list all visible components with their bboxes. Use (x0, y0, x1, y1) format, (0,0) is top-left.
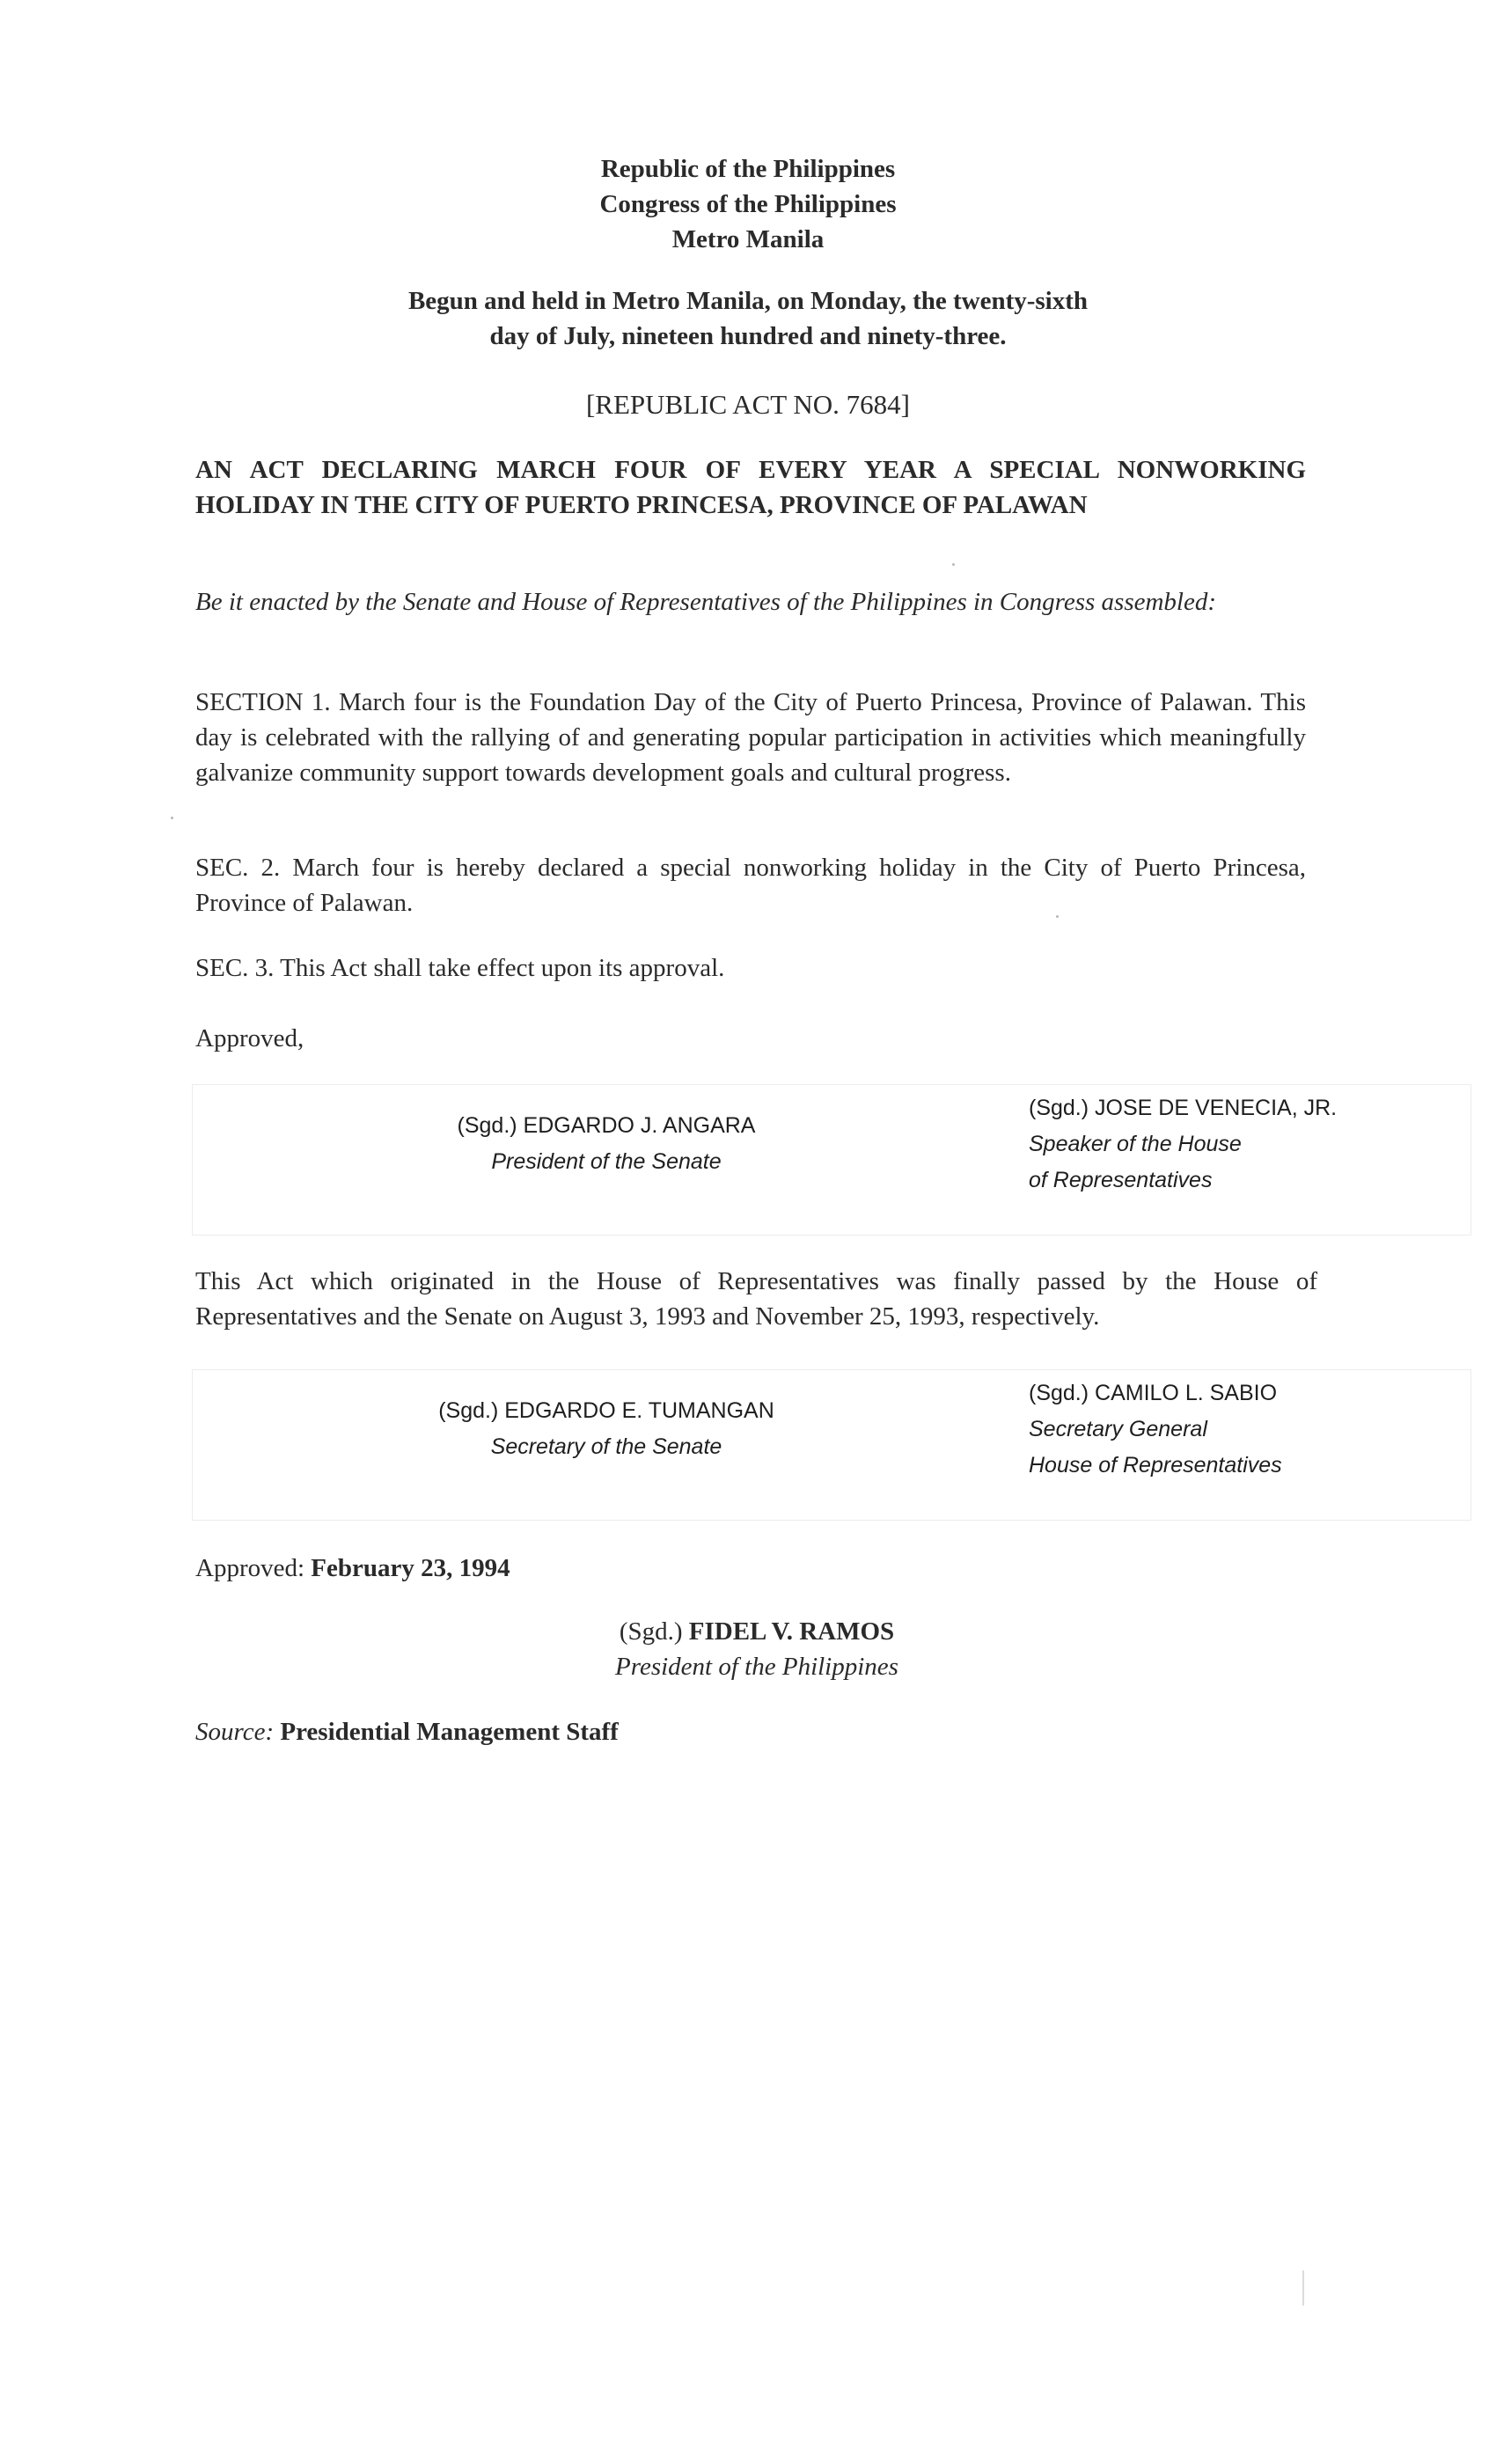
signatory-role: Speaker of the House (1029, 1132, 1242, 1156)
signatory-house-speaker (1029, 1090, 1434, 1199)
signatory-name: (Sgd.) EDGARDO J. ANGARA (457, 1113, 756, 1138)
republic-act-number: [REPUBLIC ACT NO. 7684] (585, 389, 910, 420)
signature-block-secretaries (192, 1369, 1471, 1521)
section-3: SEC. 3. This Act shall take effect upon its approval. (195, 954, 725, 982)
header-congress: Congress of the Philippines (599, 190, 897, 218)
enacting-clause: Be it enacted by the Senate and House of Representatives of the Philippines in Congress assembled: (195, 588, 1217, 616)
signatory-name: (Sgd.) CAMILO L. SABIO (1029, 1381, 1278, 1405)
president-name: FIDEL V. RAMOS (688, 1617, 895, 1646)
signatory-role: Secretary of the Senate (490, 1434, 722, 1459)
section-2: SEC. 2. March four is hereby declared a special nonworking holiday in the City of Puerto Princesa, Province of Palawan. (195, 854, 1306, 917)
signature-block-presiding-officers (192, 1084, 1471, 1236)
session-line-1: Begun and held in Metro Manila, on Monday, the twenty-sixth (407, 287, 1089, 315)
act-title: AN ACT DECLARING MARCH FOUR OF EVERY YEAR A SPECIAL NONWORKING HOLIDAY IN THE CITY OF PUERTO PRINCESA, PROVINCE OF PALAWAN (195, 456, 1306, 519)
scan-artifact-line (1302, 2270, 1304, 2306)
signatory-senate-secretary (404, 1393, 809, 1465)
header-location: Metro Manila (671, 225, 825, 253)
signatory-name: (Sgd.) JOSE DE VENECIA, JR. (1029, 1096, 1338, 1120)
passage-statement: This Act which originated in the House of Representatives was finally passed by the House of Representatives and the Senate on August 3, 1993 and November 25, 1993, respectively. (195, 1267, 1317, 1331)
signatory-senate-president (404, 1108, 809, 1180)
session-line-2: day of July, nineteen hundred and ninety-three. (489, 322, 1007, 350)
president-role: President of the Philippines (615, 1653, 898, 1681)
scan-speck (171, 817, 173, 819)
president-sgd: (Sgd.) (619, 1617, 683, 1646)
scan-speck (952, 563, 955, 566)
president-signature (563, 1614, 950, 1684)
approved-label: Approved, (195, 1024, 304, 1052)
signatory-role-continued: of Representatives (1029, 1168, 1213, 1192)
source-value: Presidential Management Staff (280, 1718, 619, 1746)
final-approval-label: Approved: (195, 1554, 305, 1582)
president-name-line (563, 1614, 950, 1649)
source-label: Source: (195, 1718, 275, 1746)
final-approval-date: February 23, 1994 (311, 1554, 510, 1582)
document-header (0, 151, 1496, 257)
final-approval (195, 1551, 510, 1586)
header-republic: Republic of the Philippines (600, 155, 896, 183)
signatory-name: (Sgd.) EDGARDO E. TUMANGAN (438, 1398, 774, 1423)
scan-speck (1056, 915, 1059, 918)
signatory-role: Secretary General (1029, 1417, 1207, 1441)
section-1: SECTION 1. March four is the Foundation Day of the City of Puerto Princesa, Province of Palawan. This day is celebrated with the rallying of and generating popular participation in activities which meaningfully galvanize community support towards development goals and cultural progress. (195, 688, 1306, 787)
source-line (195, 1714, 619, 1749)
session-statement (334, 283, 1162, 354)
signatory-role-continued: House of Representatives (1029, 1453, 1282, 1478)
signatory-role: President of the Senate (491, 1149, 722, 1174)
signatory-house-secretary-general (1029, 1375, 1434, 1484)
